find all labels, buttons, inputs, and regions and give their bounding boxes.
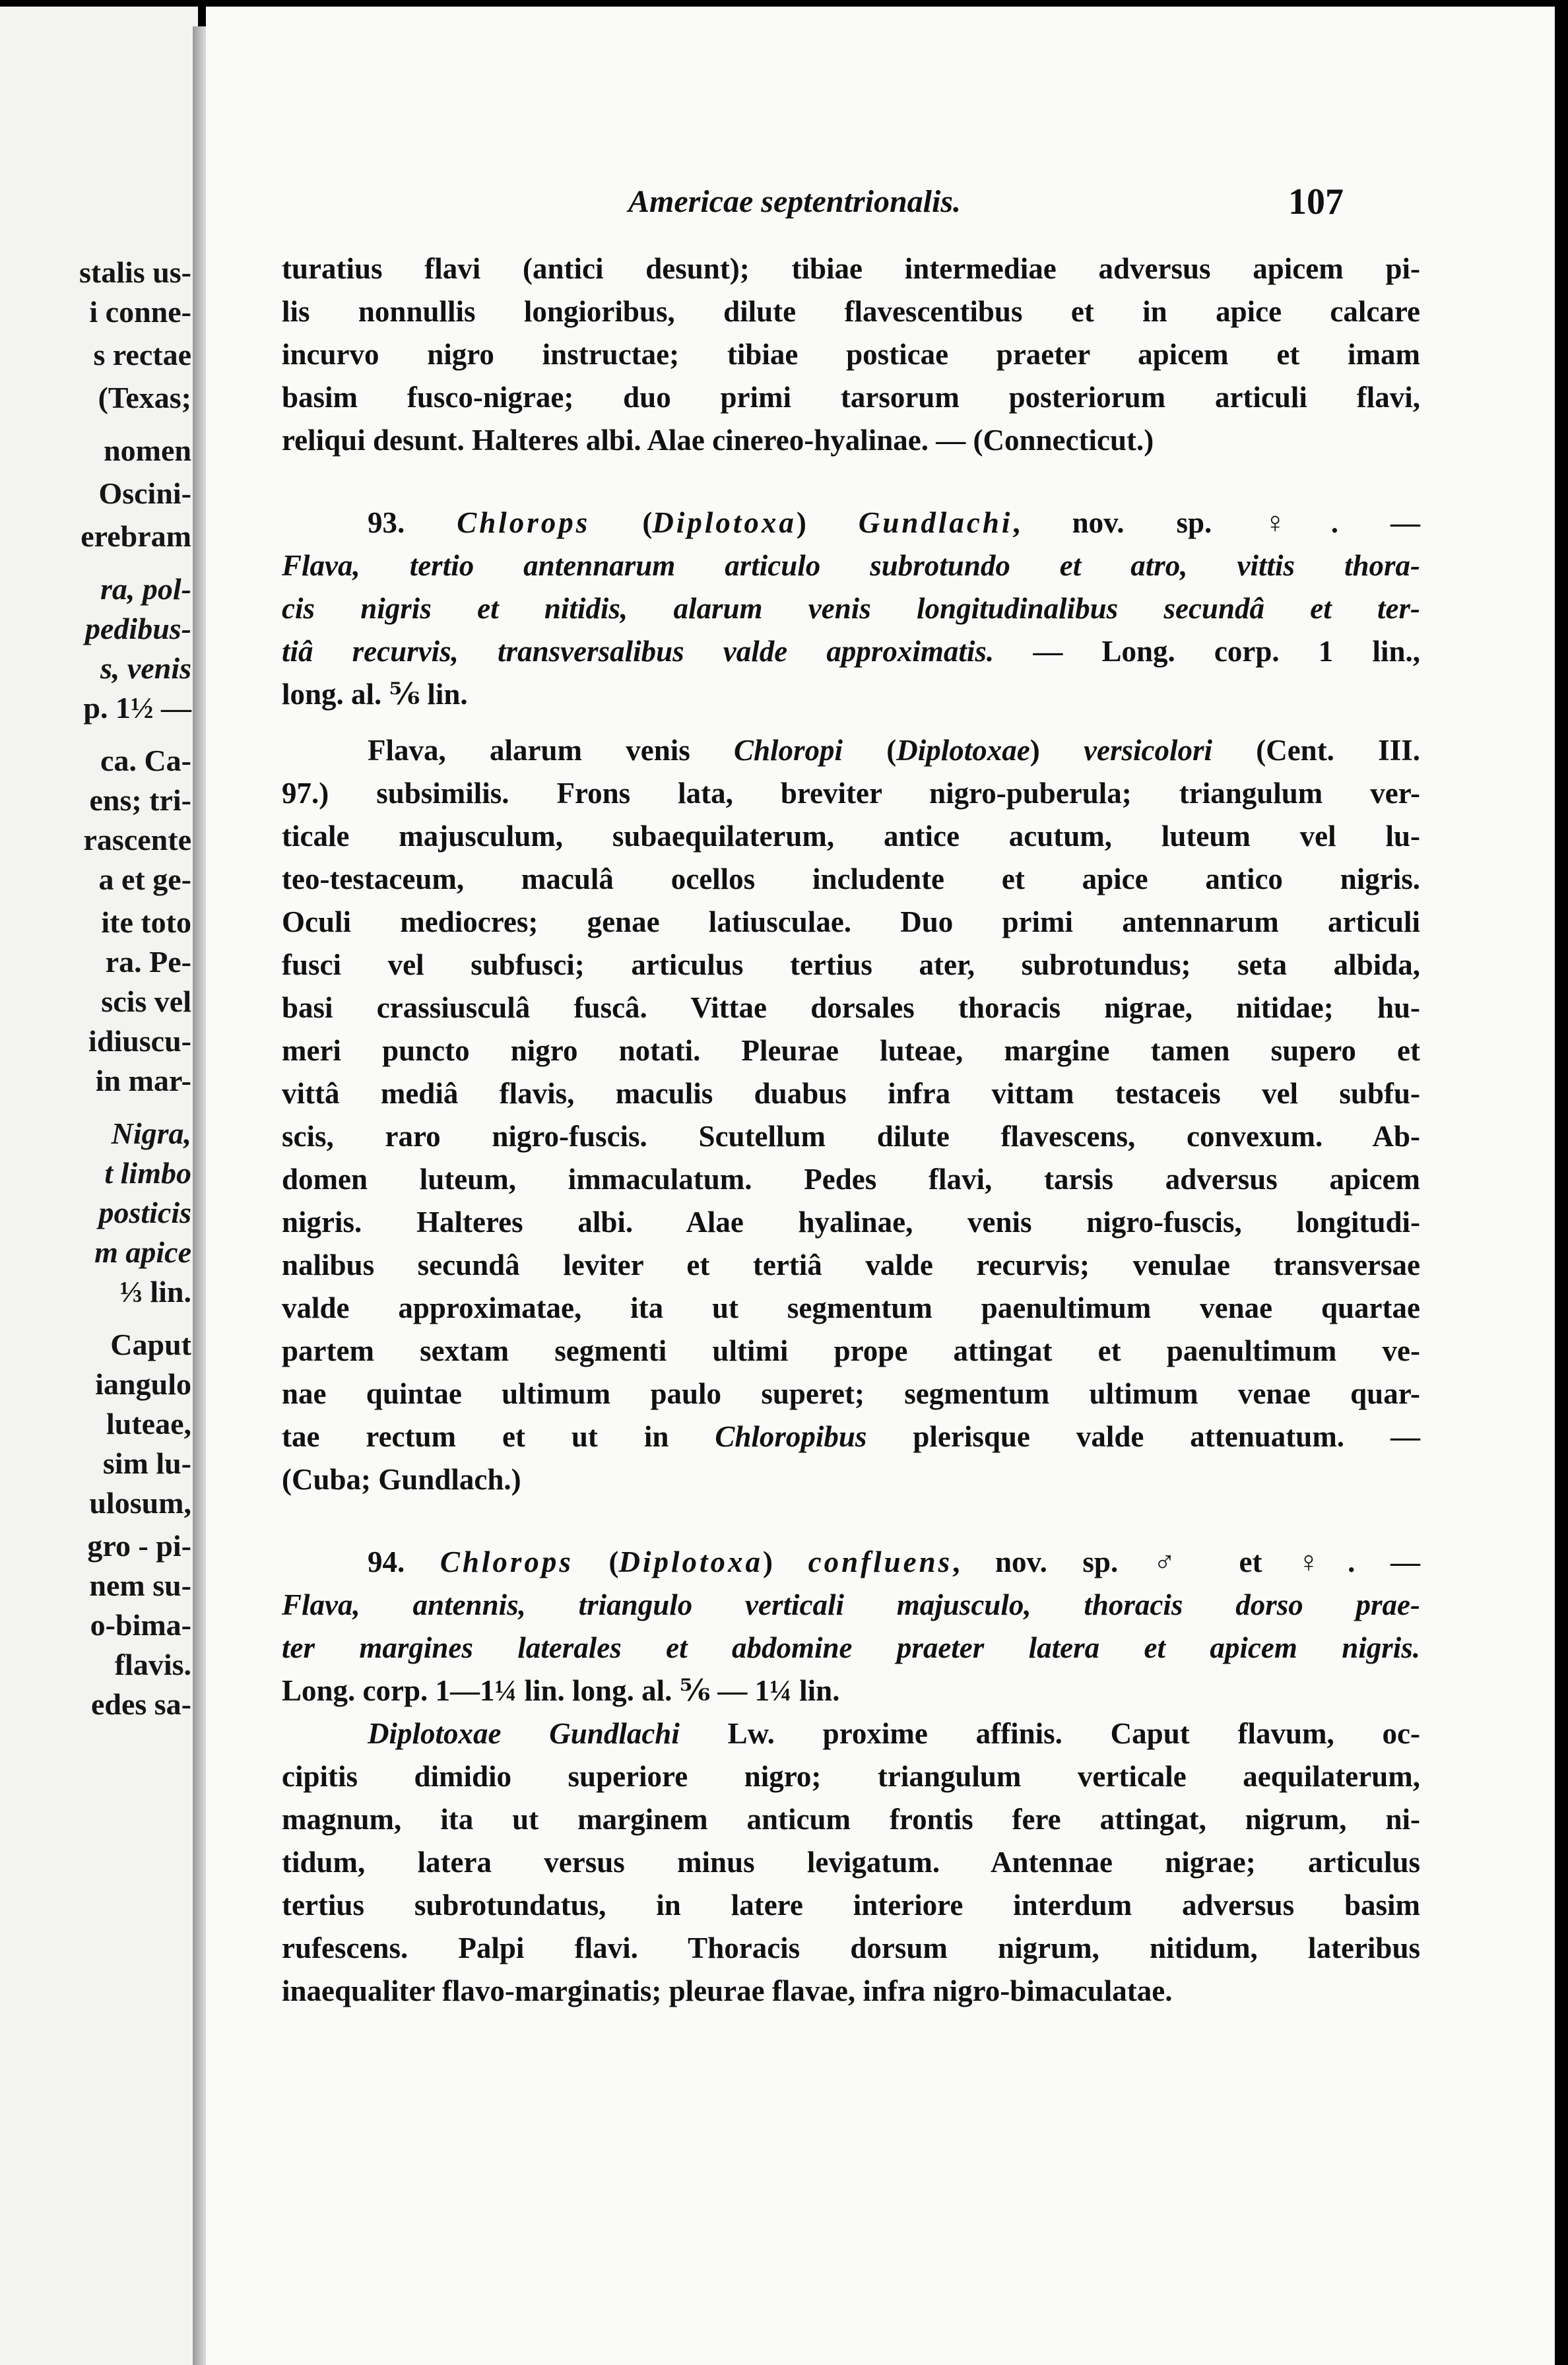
italic-segment: Diplotoxae Gundlachi bbox=[368, 1717, 680, 1750]
text-segment: ) bbox=[1029, 734, 1084, 767]
text-line bbox=[368, 508, 1420, 538]
facing-page-line: erebram bbox=[81, 519, 191, 553]
text-segment: scis, raro nigro-fuscis. Scutellum dilute flavescens, convexum. Ab- bbox=[282, 1120, 1420, 1153]
text-segment: plerisque valde attenuatum. — bbox=[866, 1420, 1421, 1453]
facing-page-line: m apice bbox=[94, 1235, 191, 1269]
italic-segment: Flava, tertio antennarum articulo subrotundo et atro, vittis thora- bbox=[282, 549, 1420, 582]
facing-page-line: Oscini- bbox=[98, 476, 191, 510]
italic-segment: Gundlachi bbox=[858, 506, 1013, 539]
text-segment: partem sextam segmenti ultimi prope attingat et paenultimum ve- bbox=[282, 1334, 1420, 1367]
text-line bbox=[282, 950, 1420, 980]
facing-page-line: t limbo bbox=[104, 1156, 191, 1190]
text-segment: (Cuba; Gundlach.) bbox=[282, 1463, 521, 1496]
text-segment: ) bbox=[763, 1545, 808, 1578]
text-line bbox=[282, 1122, 1420, 1151]
text-line bbox=[282, 907, 1420, 937]
text-segment: rufescens. Palpi flavi. Thoracis dorsum nigrum, nitidum, lateribus bbox=[282, 1931, 1420, 1964]
facing-page-line: flavis. bbox=[114, 1648, 191, 1681]
facing-page-line: ca. Ca- bbox=[100, 744, 191, 777]
text-line bbox=[282, 383, 1420, 412]
italic-segment: Diplotoxa bbox=[652, 506, 797, 539]
text-line bbox=[282, 1250, 1420, 1280]
text-line bbox=[368, 1547, 1420, 1577]
text-segment: magnum, ita ut marginem anticum frontis fere attingat, nigrum, ni- bbox=[282, 1803, 1420, 1836]
facing-page-line: o-bima- bbox=[90, 1608, 191, 1642]
text-segment: ( bbox=[590, 506, 653, 539]
facing-page-line: scis vel bbox=[101, 985, 191, 1018]
text-line bbox=[282, 1805, 1420, 1834]
italic-segment: Chlorops bbox=[457, 506, 591, 539]
text-line bbox=[282, 1336, 1420, 1366]
text-line bbox=[282, 864, 1420, 894]
text-line bbox=[282, 297, 1420, 327]
text-segment: ticale majusculum, subaequilaterum, antice acutum, luteum vel lu- bbox=[282, 820, 1420, 853]
text-segment: cipitis dimidio superiore nigro; triangulum verticale aequilaterum, bbox=[282, 1760, 1420, 1793]
text-line bbox=[368, 736, 1420, 765]
facing-page-fragment bbox=[0, 7, 198, 2365]
text-line bbox=[282, 594, 1420, 624]
text-line bbox=[282, 254, 1420, 284]
facing-page-line: Nigra, bbox=[111, 1117, 191, 1150]
running-title: Americae septentrionalis. bbox=[628, 184, 961, 219]
text-segment: incurvo nigro instructae; tibiae posticae praeter apicem et imam bbox=[282, 338, 1420, 371]
facing-page-line: i conne- bbox=[89, 295, 191, 329]
text-line bbox=[282, 1165, 1420, 1194]
text-segment: lis nonnullis longioribus, dilute flavescentibus et in apice calcare bbox=[282, 295, 1420, 328]
text-line bbox=[282, 1379, 1420, 1409]
text-line bbox=[282, 1293, 1420, 1323]
italic-segment: Diplotoxae bbox=[896, 734, 1030, 767]
text-line bbox=[282, 993, 1420, 1023]
text-segment: Flava, alarum venis bbox=[368, 734, 734, 767]
text-segment: tertius subrotundatus, in latere interiore interdum adversus basim bbox=[282, 1889, 1420, 1922]
text-line bbox=[282, 1036, 1420, 1066]
text-segment: nalibus secundâ leviter et tertiâ valde recurvis; venulae transversae bbox=[282, 1248, 1420, 1281]
text-line bbox=[282, 1976, 1420, 2006]
facing-page-line: (Texas; bbox=[98, 381, 191, 414]
text-line bbox=[282, 340, 1420, 370]
text-line bbox=[282, 822, 1420, 851]
facing-page-line: gro - pi- bbox=[87, 1529, 191, 1563]
facing-page-line: Caput bbox=[110, 1328, 191, 1361]
page-header bbox=[206, 183, 1555, 230]
facing-page-line: ra, pol- bbox=[100, 572, 191, 606]
text-line bbox=[282, 1891, 1420, 1920]
italic-segment: versicolori bbox=[1084, 734, 1212, 767]
facing-page-line: idiuscu- bbox=[88, 1024, 191, 1058]
text-segment: Lw. proxime affinis. Caput flavum, oc- bbox=[679, 1717, 1420, 1750]
text-segment: inaequaliter flavo-marginatis; pleurae flavae, infra nigro-bimaculatae. bbox=[282, 1974, 1173, 2007]
facing-page-line: posticis bbox=[98, 1196, 191, 1229]
italic-segment: ter margines laterales et abdomine praeter latera et apicem nigris. bbox=[282, 1631, 1420, 1664]
italic-segment: Chloropibus bbox=[715, 1420, 867, 1453]
facing-page-line: ens; tri- bbox=[89, 783, 191, 817]
facing-page-line: ra. Pe- bbox=[105, 945, 191, 979]
facing-page-line: a et ge- bbox=[98, 862, 191, 896]
text-segment: ( bbox=[573, 1545, 619, 1578]
italic-segment: confluens bbox=[808, 1545, 953, 1578]
italic-segment: Diplotoxa bbox=[618, 1545, 764, 1578]
book-gutter bbox=[193, 26, 206, 2365]
text-line bbox=[282, 426, 1420, 455]
italic-segment: tiâ recurvis, transversalibus valde approximatis. bbox=[282, 635, 995, 668]
text-line bbox=[282, 1933, 1420, 1963]
text-segment: fusci vel subfusci; articulus tertius ater, subrotundus; seta albida, bbox=[282, 948, 1420, 981]
text-line bbox=[282, 1633, 1420, 1663]
text-segment: turatius flavi (antici desunt); tibiae intermediae adversus apicem pi- bbox=[282, 252, 1420, 285]
facing-page-line: nomen bbox=[104, 434, 191, 467]
facing-page-line: s, venis bbox=[100, 651, 191, 685]
text-segment: Long. corp. 1—1¼ lin. long. al. ⅚ — 1¼ lin. bbox=[282, 1674, 840, 1707]
text-segment: , nov. sp. ♀. — bbox=[1012, 506, 1420, 539]
facing-page-line: iangulo bbox=[95, 1367, 191, 1401]
text-line bbox=[282, 637, 1420, 666]
facing-page-line: ite toto bbox=[101, 905, 191, 939]
italic-segment: cis nigris et nitidis, alarum venis longitudinalibus secundâ et ter- bbox=[282, 592, 1420, 625]
italic-segment: Flava, antennis, triangulo verticali majusculo, thoracis dorso prae- bbox=[282, 1588, 1420, 1621]
text-segment: basi crassiusculâ fuscâ. Vittae dorsales thoracis nigrae, nitidae; hu- bbox=[282, 991, 1420, 1024]
text-segment: , nov. sp. ♂ et ♀. — bbox=[952, 1545, 1420, 1578]
text-line bbox=[282, 779, 1420, 808]
facing-page-line: rascente bbox=[83, 823, 191, 857]
text-line bbox=[282, 1465, 1420, 1495]
text-segment: — Long. corp. 1 lin., bbox=[994, 635, 1420, 668]
text-line bbox=[282, 1762, 1420, 1792]
facing-page-line: sim lu- bbox=[102, 1446, 191, 1480]
page-107 bbox=[206, 7, 1555, 2365]
text-segment: 97.) subsimilis. Frons lata, breviter nigro-puberula; triangulum ver- bbox=[282, 777, 1420, 810]
scan-border bbox=[1555, 0, 1568, 2365]
text-line bbox=[282, 1590, 1420, 1620]
facing-page-line: ulosum, bbox=[89, 1486, 191, 1520]
page-number: 107 bbox=[1288, 181, 1344, 222]
italic-segment: Chloropi bbox=[733, 734, 843, 767]
text-segment: tidum, latera versus minus levigatum. Antennae nigrae; articulus bbox=[282, 1846, 1420, 1879]
text-segment: reliqui desunt. Halteres albi. Alae cinereo-hyalinae. — (Connecticut.) bbox=[282, 424, 1154, 457]
facing-page-line: p. 1½ — bbox=[83, 691, 191, 725]
text-segment: (Cent. III. bbox=[1212, 734, 1420, 767]
text-line bbox=[368, 1719, 1420, 1749]
text-line bbox=[282, 1079, 1420, 1109]
text-line bbox=[282, 1208, 1420, 1237]
text-segment: meri puncto nigro notati. Pleurae luteae, margine tamen supero et bbox=[282, 1034, 1420, 1067]
text-segment: domen luteum, immaculatum. Pedes flavi, tarsis adversus apicem bbox=[282, 1163, 1420, 1196]
text-segment: teo-testaceum, maculâ ocellos includente et apice antico nigris. bbox=[282, 862, 1420, 895]
text-segment: 94. bbox=[368, 1545, 440, 1578]
italic-segment: Chlorops bbox=[440, 1545, 573, 1578]
text-segment: ) bbox=[796, 506, 859, 539]
facing-page-line: ⅓ lin. bbox=[119, 1275, 191, 1309]
facing-page-line: s rectae bbox=[93, 338, 191, 372]
facing-page-line: nem su- bbox=[89, 1569, 191, 1602]
text-segment: 93. bbox=[368, 506, 457, 539]
text-segment: ( bbox=[843, 734, 897, 767]
text-segment: valde approximatae, ita ut segmentum paenultimum venae quartae bbox=[282, 1291, 1420, 1324]
text-line bbox=[282, 1676, 1420, 1706]
text-segment: Oculi mediocres; genae latiusculae. Duo primi antennarum articuli bbox=[282, 905, 1420, 938]
facing-page-line: stalis us- bbox=[79, 255, 191, 289]
text-segment: nigris. Halteres albi. Alae hyalinae, venis nigro-fuscis, longitudi- bbox=[282, 1206, 1420, 1239]
facing-page-line: pedibus- bbox=[85, 612, 191, 645]
text-line bbox=[282, 680, 1420, 709]
text-segment: tae rectum et ut in bbox=[282, 1420, 715, 1453]
facing-page-line: edes sa- bbox=[90, 1687, 191, 1721]
facing-page-line: luteae, bbox=[106, 1407, 191, 1441]
text-line bbox=[282, 1422, 1420, 1452]
text-segment: vittâ mediâ flavis, maculis duabus infra vittam testaceis vel subfu- bbox=[282, 1077, 1420, 1110]
text-line bbox=[282, 1848, 1420, 1877]
text-segment: basim fusco-nigrae; duo primi tarsorum posteriorum articuli flavi, bbox=[282, 381, 1420, 414]
facing-page-line: in mar- bbox=[95, 1064, 191, 1097]
text-segment: nae quintae ultimum paulo superet; segmentum ultimum venae quar- bbox=[282, 1377, 1420, 1410]
text-segment: long. al. ⅚ lin. bbox=[282, 678, 468, 711]
text-line bbox=[282, 551, 1420, 581]
